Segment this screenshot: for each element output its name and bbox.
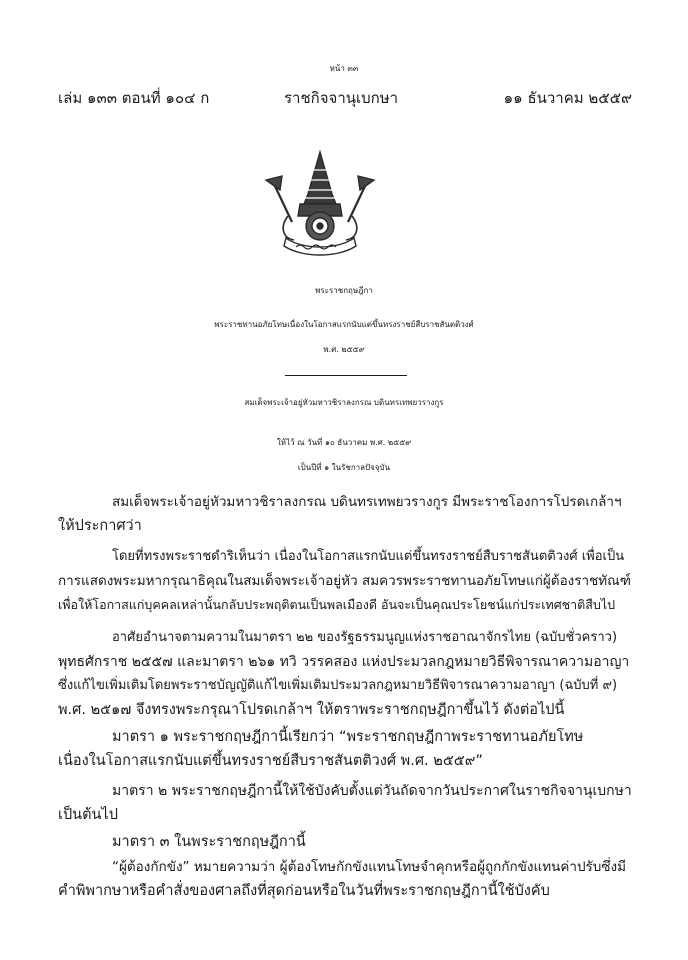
decree-title: พระราชกฤษฎีกา	[315, 286, 373, 295]
title-divider	[285, 375, 407, 376]
volume-issue: เล่ม ๑๓๓ ตอนที่ ๑๐๔ ก	[58, 89, 210, 107]
text-line: โดยที่ทรงพระราชดำริเห็นว่า เนื่องในโอกาสแรกนับแต่ขึ้นทรงราชย์สืบราชสันตติวงศ์ เพื่อเป็น	[112, 549, 625, 564]
text-line: การแสดงพระมหากรุณาธิคุณในสมเด็จพระเจ้าอยู่หัว สมควรพระราชทานอภัยโทษแก่ผู้ต้องราชทัณฑ์	[58, 573, 631, 589]
decree-year: พ.ศ. ๒๕๕๙	[323, 345, 365, 354]
text-line: พุทธศักราช ๒๕๕๗ และมาตรา ๒๖๑ ทวิ วรรคสอง แห่งประมวลกฎหมายวิธีพิจารณาความอาญา	[58, 654, 630, 670]
text-line: มาตรา ๑ พระราชกฤษฎีกานี้เรียกว่า “พระราชกฤษฎีกาพระราชทานอภัยโทษ	[112, 729, 584, 745]
text-line: “ผู้ต้องกักขัง” หมายความว่า ผู้ต้องโทษกักขังแทนโทษจำคุกหรือผู้ถูกกักขังแทนค่าปรับซึ่งมี	[112, 859, 626, 875]
paragraph-authority	[58, 626, 634, 722]
text-line: อาศัยอำนาจตามความในมาตรา ๒๒ ของรัฐธรรมนูญแห่งราชอาณาจักรไทย (ฉบับชั่วคราว)	[112, 630, 618, 645]
royal-emblem-icon	[262, 146, 378, 258]
text-line: คำพิพากษาหรือคำสั่งของศาลถึงที่สุดก่อนหรือในวันที่พระราชกฤษฎีกานี้ใช้บังคับ	[58, 883, 550, 899]
text-line: เนื่องในโอกาสแรกนับแต่ขึ้นทรงราชย์สืบราชสันตติวงศ์ พ.ศ. ๒๕๕๙”	[58, 753, 483, 769]
paragraph-proclamation	[58, 490, 634, 538]
text-line: ซึ่งแก้ไขเพิ่มเติมโดยพระราชบัญญัติแก้ไขเพิ่มเติมประมวลกฎหมายวิธีพิจารณาความอาญา (ฉบับที่ ๙)	[58, 678, 618, 693]
section-3	[58, 830, 634, 854]
reign-year: เป็นปีที่ ๑ ในรัชกาลปัจจุบัน	[297, 463, 391, 472]
gazette-name: ราชกิจจานุเบกษา	[284, 89, 399, 107]
section-1	[58, 725, 634, 773]
text-line: ให้ประกาศว่า	[58, 518, 142, 534]
section-2	[58, 779, 634, 827]
text-line: สมเด็จพระเจ้าอยู่หัวมหาวชิราลงกรณ บดินทรเทพยวรางกูร มีพระราชโองการโปรดเกล้าฯ	[112, 494, 622, 510]
decree-subtitle: พระราชทานอภัยโทษเนื่องในโอกาสแรกนับแต่ขึ้นทรงราชย์สืบราชสันตติวงศ์	[214, 320, 474, 329]
section-3-definition	[58, 855, 634, 903]
text-line: เพื่อให้โอกาสแก่บุคคลเหล่านั้นกลับประพฤติตนเป็นพลเมืองดี อันจะเป็นคุณประโยชน์แก่ประเทศชาติสืบไป	[58, 597, 616, 612]
paragraph-reason	[58, 545, 634, 617]
page-number: หน้า ๓๓	[329, 64, 359, 73]
king-name: สมเด็จพระเจ้าอยู่หัวมหาวชิราลงกรณ บดินทรเทพยวรางกูร	[244, 398, 444, 407]
gazette-date: ๑๑ ธันวาคม ๒๕๕๙	[503, 89, 632, 107]
given-date: ให้ไว้ ณ วันที่ ๑๐ ธันวาคม พ.ศ. ๒๕๕๙	[276, 438, 412, 447]
text-line: มาตรา ๒ พระราชกฤษฎีกานี้ให้ใช้บังคับตั้งแต่วันถัดจากวันประกาศในราชกิจจานุเบกษา	[112, 783, 632, 799]
text-line: มาตรา ๓ ในพระราชกฤษฎีกานี้	[112, 834, 306, 850]
text-line: พ.ศ. ๒๕๑๗ จึงทรงพระกรุณาโปรดเกล้าฯ ให้ตราพระราชกฤษฎีกาขึ้นไว้ ดังต่อไปนี้	[58, 702, 565, 718]
text-line: เป็นต้นไป	[58, 807, 118, 823]
